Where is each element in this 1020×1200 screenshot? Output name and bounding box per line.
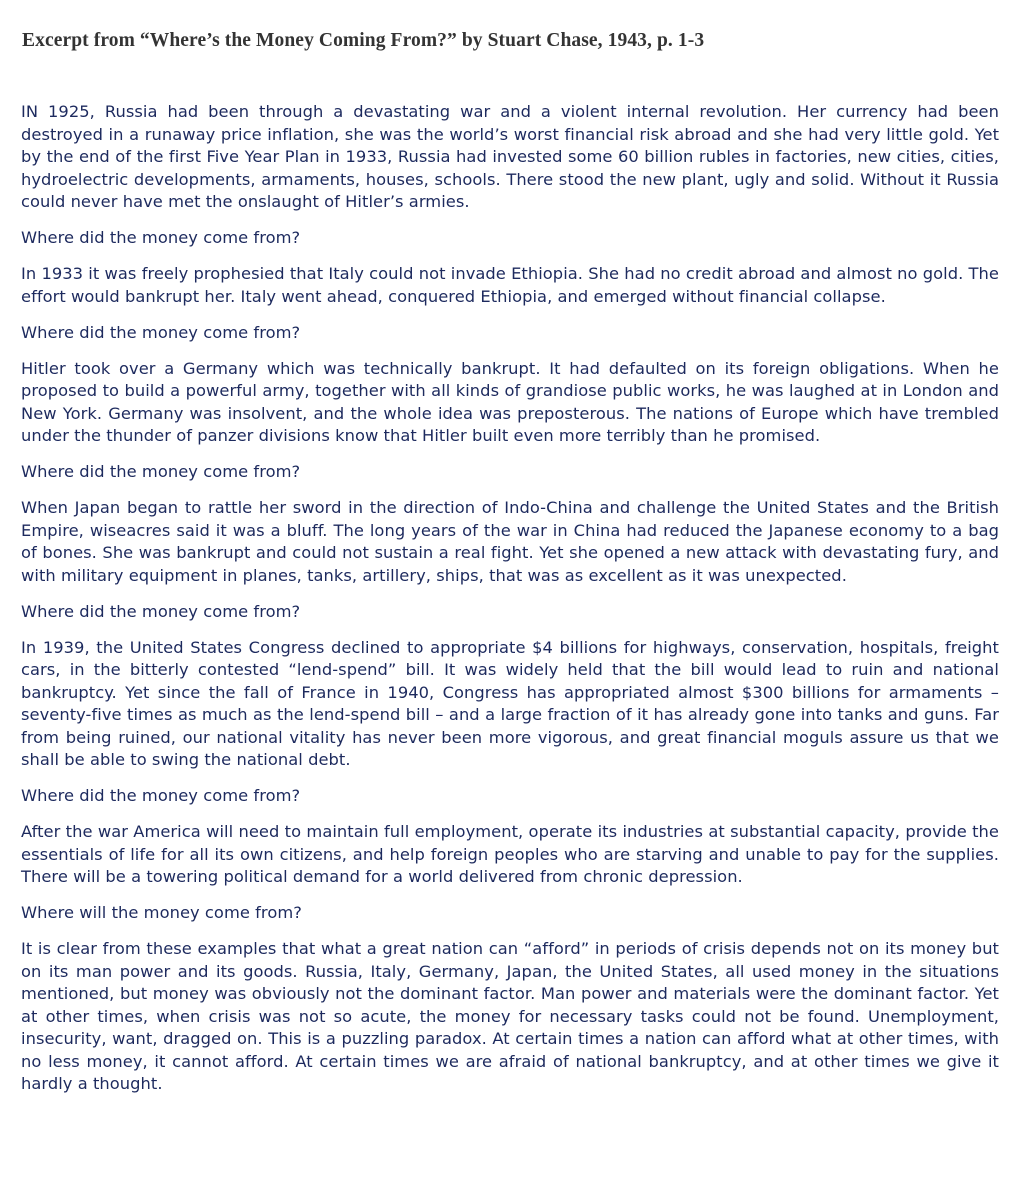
refrain-question: Where did the money come from?: [21, 786, 301, 805]
refrain-question: Where did the money come from?: [21, 228, 301, 247]
paragraph-russia: IN 1925, Russia had been through a devastating war and a violent internal revolution. Her currency had been destroyed in a runaway price inflation, she was the world’s worst financial risk abroad and she had very little gold. Yet by the end of the first Five Year Plan in 1933, Russia had invested some 60 billion rubles in factories, new cities, cities, hydroelectric developments, armaments, houses, schools. There stood the new plant, ugly and solid. Without it Russia could never have met the onslaught of Hitler’s armies.: [21, 102, 999, 211]
refrain-question-future: Where will the money come from?: [21, 903, 302, 922]
document-title: Excerpt from “Where’s the Money Coming From?” by Stuart Chase, 1943, p. 1-3: [22, 30, 705, 51]
refrain-question: Where did the money come from?: [21, 601, 301, 621]
refrain-question: Where did the money come from?: [21, 322, 301, 342]
document-body: [21, 101, 999, 1096]
refrain-question: Where did the money come from?: [21, 462, 301, 481]
paragraph-germany: Hitler took over a Germany which was technically bankrupt. It had defaulted on its foreign obligations. When he proposed to build a powerful army, together with all kinds of grandiose public works, he was laughed at in London and New York. Germany was insolvent, and the whole idea was preposterous. The nations of Europe which have trembled under the thunder of panzer divisions know that Hitler built even more terribly than he promised.: [21, 358, 999, 445]
paragraph-italy: In 1933 it was freely prophesied that Italy could not invade Ethiopia. She had no credit abroad and almost no gold. The effort would bankrupt her. Italy went ahead, conquered Ethiopia, and emerged without financial collapse.: [21, 264, 999, 306]
paragraph-after-the-war: After the war America will need to maintain full employment, operate its industries at substantial capacity, provide the essentials of life for all its own citizens, and help foreign peoples who are starving and unable to pay for the supplies. There will be a towering political demand for a world delivered from chronic depression.: [21, 822, 999, 886]
paragraph-united-states: In 1939, the United States Congress declined to appropriate $4 billions for highways, conservation, hospitals, freight cars, in the bitterly contested “lend-spend” bill. It was widely held that the bill would lead to ruin and national bankruptcy. Yet since the fall of France in 1940, Congress has appropriated almost $300 billions for armaments – seventy-five times as much as the lend-spend bill – and a large fraction of it has already gone into tanks and guns. Far from being ruined, our national vitality has never been more vigorous, and great financial moguls assure us that we shall be able to swing the national debt.: [21, 637, 999, 769]
paragraph-japan: When Japan began to rattle her sword in the direction of Indo-China and challenge the United States and the British Empire, wiseacres said it was a bluff. The long years of the war in China had reduced the Japanese economy to a bag of bones. She was bankrupt and could not sustain a real fight. Yet she opened a new attack with devastating fury, and with military equipment in planes, tanks, artillery, ships, that was as excellent as it was unexpected.: [21, 498, 999, 585]
paragraph-conclusion: It is clear from these examples that what a great nation can “afford” in periods of crisis depends not on its money but on its man power and its goods. Russia, Italy, Germany, Japan, the United States, all used money in the situations mentioned, but money was obviously not the dominant factor. Man power and materials were the dominant factor. Yet at other times, when crisis was not so acute, the money for necessary tasks could not be found. Unemployment, insecurity, want, dragged on. This is a puzzling paradox. At certain times a nation can afford what at other times, with no less money, it cannot afford. At certain times we are afraid of national bankruptcy, and at other times we give it hardly a thought.: [21, 939, 999, 1093]
